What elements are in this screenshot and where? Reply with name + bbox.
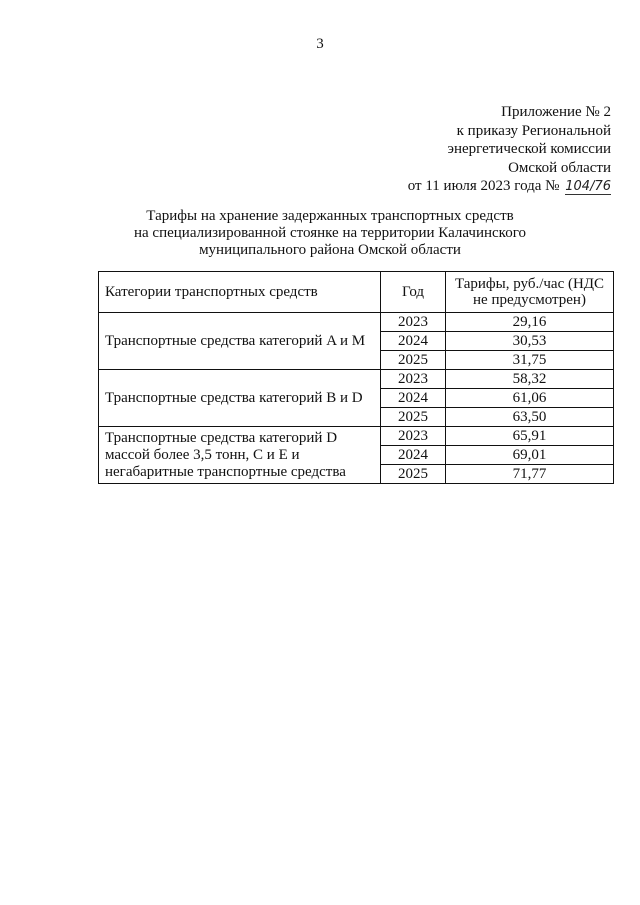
appendix-line: Омской области bbox=[508, 159, 611, 176]
header-tariff: Тарифы, руб./час (НДС не предусмотрен) bbox=[446, 272, 614, 313]
order-reference bbox=[408, 177, 611, 196]
category-cell: Транспортные средства категорий A и M bbox=[99, 313, 381, 370]
year-cell: 2025 bbox=[381, 408, 446, 427]
title-line: муниципального района Омской области bbox=[199, 242, 461, 258]
order-number: 104/76 bbox=[565, 179, 611, 194]
table-row bbox=[99, 313, 614, 332]
category-cell: Транспортные средства категорий B и D bbox=[99, 370, 381, 427]
year-cell: 2025 bbox=[381, 351, 446, 370]
title-line: Тарифы на хранение задержанных транспортных средств bbox=[146, 208, 514, 224]
appendix-line: Приложение № 2 bbox=[501, 104, 611, 120]
table-row bbox=[99, 427, 614, 446]
year-cell: 2024 bbox=[381, 446, 446, 465]
year-cell: 2024 bbox=[381, 332, 446, 351]
year-cell: 2025 bbox=[381, 465, 446, 484]
tariff-cell: 69,01 bbox=[446, 446, 614, 465]
appendix-line: к приказу Региональной bbox=[456, 122, 611, 139]
header-year: Год bbox=[381, 272, 446, 313]
table-row bbox=[99, 370, 614, 389]
tariff-cell: 63,50 bbox=[446, 408, 614, 427]
year-cell: 2023 bbox=[381, 370, 446, 389]
order-prefix: от 11 июля 2023 года № bbox=[407, 178, 560, 194]
appendix-line: энергетической комиссии bbox=[447, 141, 611, 157]
year-cell: 2023 bbox=[381, 427, 446, 446]
tariff-cell: 61,06 bbox=[446, 389, 614, 408]
table-header-row bbox=[99, 272, 614, 313]
header-category: Категории транспортных средств bbox=[99, 272, 381, 313]
appendix-header bbox=[408, 103, 611, 196]
document-title bbox=[120, 208, 540, 259]
year-cell: 2024 bbox=[381, 389, 446, 408]
page-number: 3 bbox=[316, 36, 324, 52]
tariff-cell: 58,32 bbox=[446, 370, 614, 389]
tariff-cell: 29,16 bbox=[446, 313, 614, 332]
tariffs-table bbox=[98, 271, 614, 484]
tariff-cell: 65,91 bbox=[446, 427, 614, 446]
category-cell: Транспортные средства категорий D массой более 3,5 тонн, C и E и негабаритные транспортные средства bbox=[99, 427, 381, 484]
tariff-cell: 31,75 bbox=[446, 351, 614, 370]
title-line: на специализированной стоянке на территории Калачинского bbox=[134, 225, 526, 241]
tariff-cell: 30,53 bbox=[446, 332, 614, 351]
tariff-cell: 71,77 bbox=[446, 465, 614, 484]
year-cell: 2023 bbox=[381, 313, 446, 332]
